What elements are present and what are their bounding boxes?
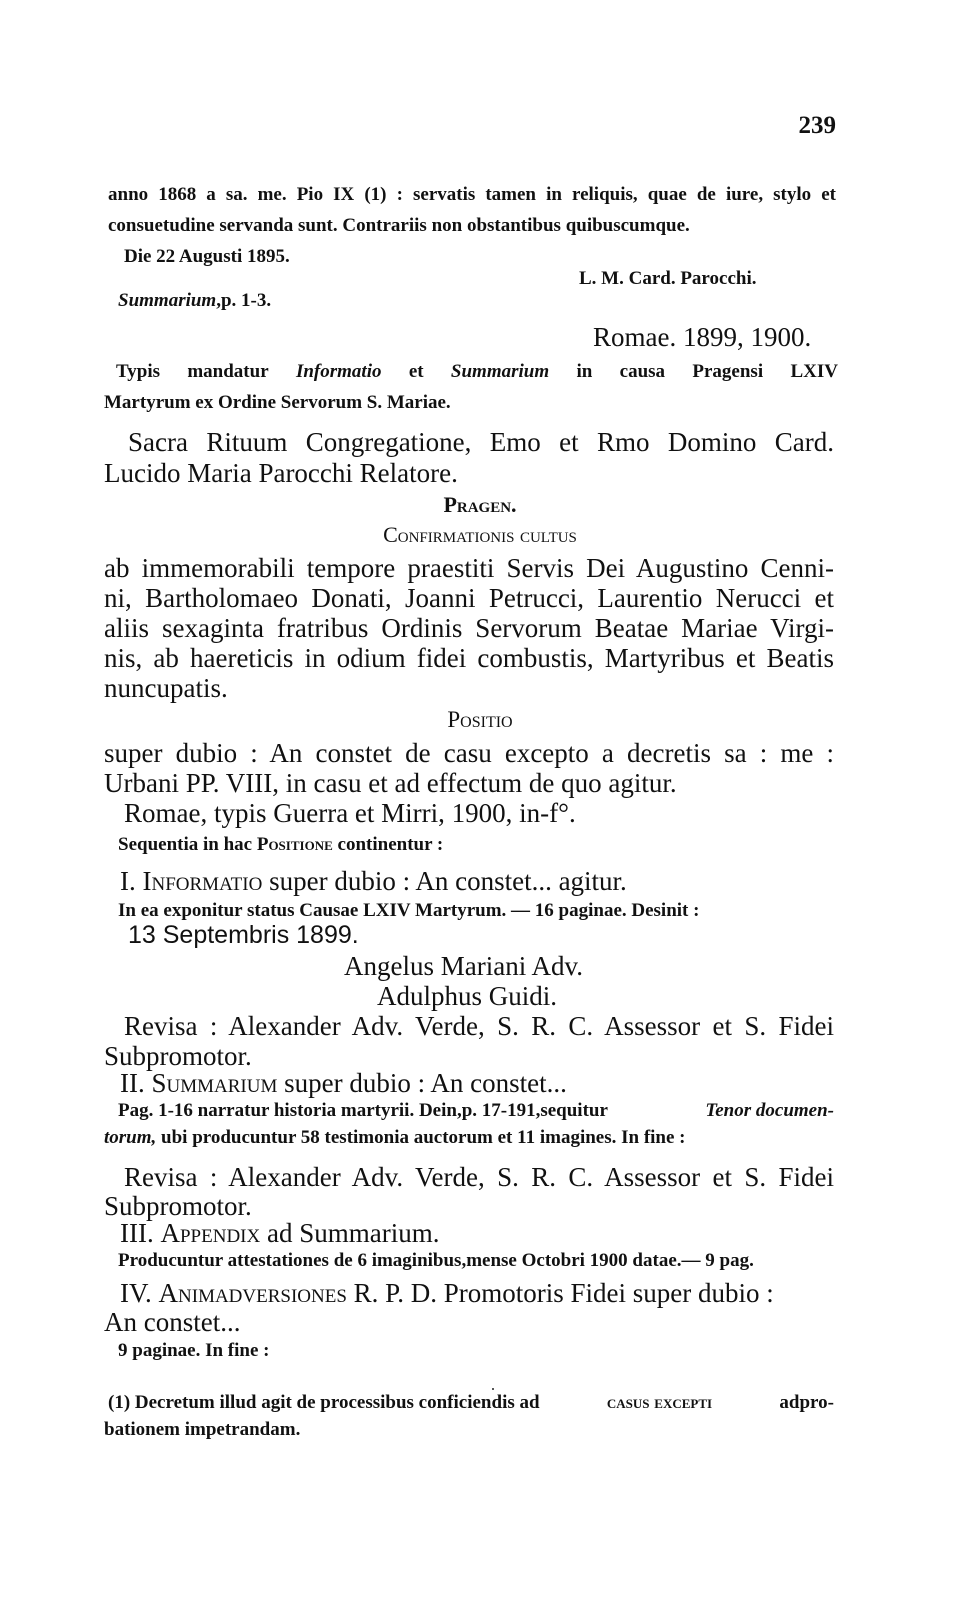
section-rest: super dubio : An constet... [284,1068,567,1098]
footnote-line: bationem impetrandam. [104,1419,301,1440]
pag-a: Pag. 1-16 narratur historia martyrii. Dein,p. 17-191,sequitur [118,1100,608,1121]
summarium-italic: Summarium [450,361,550,382]
section-rest: super dubio : An constet... agitur. [269,866,627,896]
text-line: Romae, typis Guerra et Mirri, 1900, in-f°. [124,798,576,828]
footnote-a: (1) Decretum illud agit de processibus conficiendis ad [108,1392,540,1413]
section-number: II. [120,1068,145,1098]
sequentia-b: continentur : [337,834,444,855]
text-line: Sacra Rituum Congregatione, Emo et Rmo Domino Card. [128,427,834,457]
section-number: IV. [120,1278,152,1308]
text-line: 13 Septembris 1899. [128,921,359,949]
informatio-italic: Informatio [295,361,382,382]
section-title: Appendix [160,1218,261,1248]
summarium-pages: ,p. 1-3. [216,290,272,311]
text-line: nuncupatis. [104,673,228,703]
sequentia-line [118,832,443,858]
word: Pragensi [692,361,764,382]
section-ii [120,1066,567,1100]
text-line: Martyrum ex Ordine Servorum S. Mariae. [104,392,451,413]
word: LXIV [790,361,838,382]
section-i [120,864,627,898]
pag-b: ubi producuntur 58 testimonia auctorum et 11 imagines. In fine : [161,1127,686,1148]
text-line: Angelus Mariani Adv. [344,951,583,981]
section-rest: ad Summarium. [266,1218,440,1248]
text-line: consuetudine servanda sunt. Contrariis non obstantibus quibuscumque. [108,215,690,236]
tenor-italic: Tenor documen- [705,1100,834,1121]
summarium-reference [118,288,271,314]
text-line: Subpromotor. [104,1041,252,1071]
typis-line [116,359,838,385]
text-line [104,1125,686,1151]
text-line: Revisa : Alexander Adv. Verde, S. R. C. Assessor et S. Fidei [124,1162,834,1192]
heading-confirmationis: Confirmationis cultus [383,522,577,547]
text-line: Adulphus Guidi. [377,981,558,1011]
romae-years: Romae. 1899, 1900. [593,322,812,352]
footnote-sc: casus excepti [606,1392,713,1413]
text-line: aliis sexaginta fratribus Ordinis Servorum Beatae Mariae Virgi- [104,613,834,643]
signature: L. M. Card. Parocchi. [579,268,757,289]
text-line: Producuntur attestationes de 6 imaginibus,mense Octobri 1900 datae.— 9 pag. [118,1250,754,1271]
text-line: ni, Bartholomaeo Donati, Joanni Petrucci, Laurentio Nerucci et [104,583,834,613]
section-rest: R. P. D. Promotoris Fidei super dubio : [353,1278,774,1308]
text-line: Revisa : Alexander Adv. Verde, S. R. C. Assessor et S. Fidei [124,1011,834,1041]
text-line: ab immemorabili tempore praestiti Servis Dei Augustino Cenni- [104,553,834,583]
section-title: Informatio [142,866,263,896]
summarium-italic: Summarium [118,290,217,311]
page-number: 239 [798,112,836,139]
text-line: nis, ab haereticis in odium fidei combustis, Martyribus et Beatis [104,643,834,673]
heading-positio: Positio [447,707,513,732]
section-number: III. [120,1218,154,1248]
word: mandatur [187,361,269,382]
text-line: 9 paginae. In fine : [118,1340,270,1361]
text-line: Lucido Maria Parocchi Relatore. [104,458,458,488]
section-title: Summarium [151,1068,278,1098]
footnote [108,1390,834,1416]
footnote-b: adpro- [779,1392,834,1413]
section-iii [120,1216,439,1250]
word: Typis [116,361,161,382]
text-line: super dubio : An constet de casu excepto a decretis sa : me : [104,738,834,768]
word: causa [619,361,666,382]
torum-italic: torum, [104,1127,157,1148]
text-line: anno 1868 a sa. me. Pio IX (1) : servatis tamen in reliquis, quae de iure, stylo et [108,184,836,205]
sequentia-a: Sequentia in hac [118,834,253,855]
heading-pragen: Pragen. [443,492,517,517]
word: in [576,361,593,382]
text-line: Urbani PP. VIII, in casu et ad effectum de quo agitur. [104,768,677,798]
word: et [408,361,424,382]
sequentia-sc: Positione [256,834,333,855]
text-line: An constet... [104,1307,241,1337]
date-line: Die 22 Augusti 1895. [124,246,290,267]
text-line: Subpromotor. [104,1191,252,1221]
text-line [118,1098,834,1124]
text-line: In ea exponitur status Causae LXIV Martyrum. — 16 paginae. Desinit : [118,900,700,921]
section-title: Animadversiones [158,1278,347,1308]
section-number: I. [120,866,136,896]
